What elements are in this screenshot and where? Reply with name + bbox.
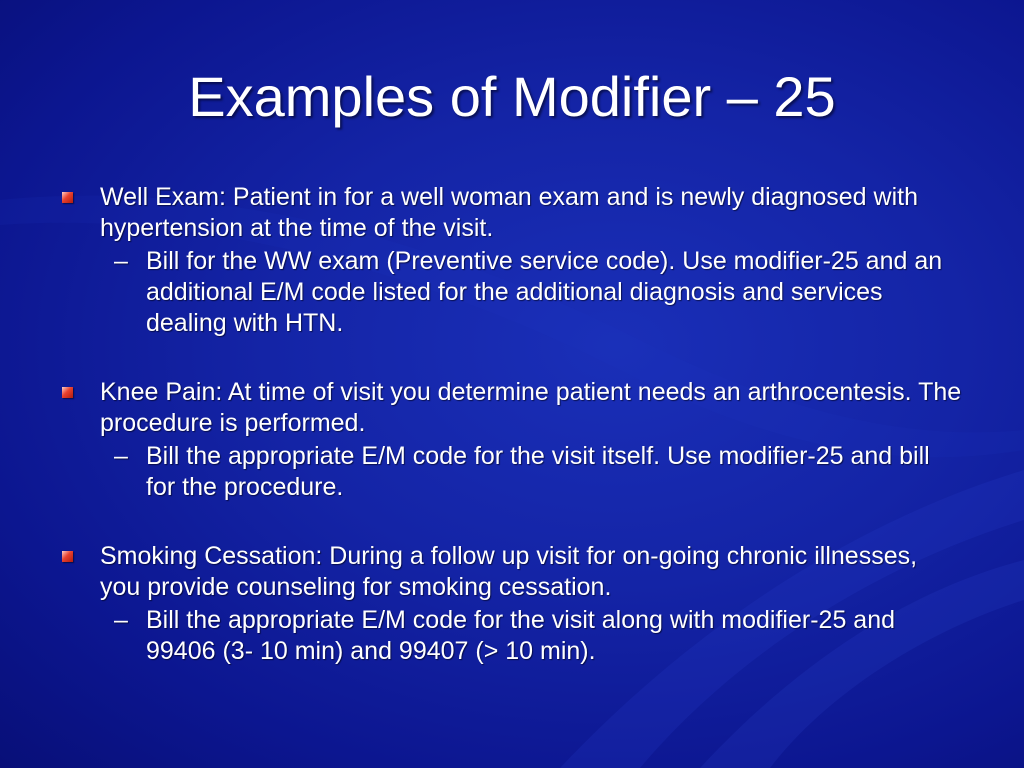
sub-bullet-item (100, 605, 962, 667)
bullet-text: Knee Pain: At time of visit you determine patient needs an arthrocentesis. The procedure is performed. (100, 378, 962, 437)
sub-bullet-dash: – (114, 247, 128, 275)
sub-bullet-item (100, 441, 962, 503)
square-bullet-icon (62, 387, 73, 398)
sub-bullet-text: Bill the appropriate E/M code for the visit along with modifier-25 and 99406 (3- 10 min) and 99407 (> 10 min). (146, 606, 895, 665)
sub-bullet-dash: – (114, 606, 128, 634)
bullet-text: Smoking Cessation: During a follow up visit for on-going chronic illnesses, you provide counseling for smoking cessation. (100, 542, 918, 601)
sub-bullet-dash: – (114, 442, 128, 470)
square-bullet-icon (62, 192, 73, 203)
bullet-list (62, 182, 962, 667)
sub-bullet-text: Bill for the WW exam (Preventive service code). Use modifier-25 and an additional E/M code listed for the additional diagnosis and services dealing with HTN. (146, 247, 943, 337)
slide-title: Examples of Modifier – 25 (188, 65, 836, 128)
bullet-text: Well Exam: Patient in for a well woman exam and is newly diagnosed with hypertension at the time of the visit. (100, 183, 918, 242)
sub-bullet-item (100, 246, 962, 339)
sub-bullet-text: Bill the appropriate E/M code for the visit itself. Use modifier-25 and bill for the procedure. (146, 442, 930, 501)
bullet-item-knee-pain (62, 377, 962, 503)
bullet-item-well-exam (62, 182, 962, 339)
bullet-item-smoking-cessation (62, 541, 962, 667)
square-bullet-icon (62, 551, 73, 562)
